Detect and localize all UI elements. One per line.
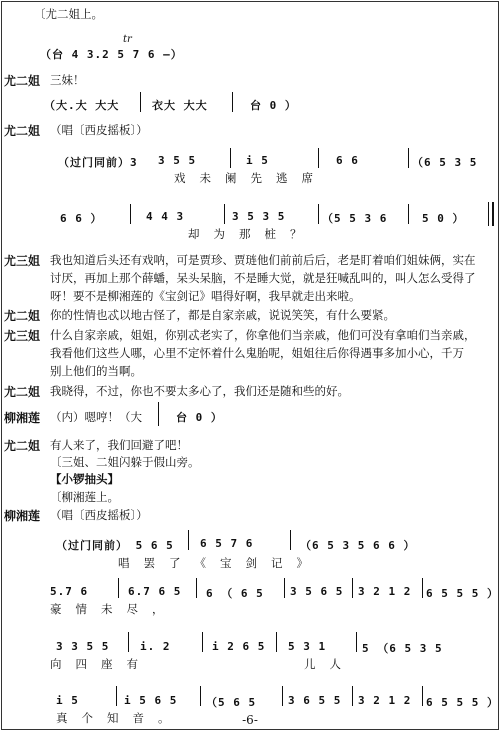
notation-line: （台 4 3.2 5 7 6 —）: [40, 48, 183, 61]
speaker-label: 尤二姐: [4, 124, 41, 138]
barline: [158, 402, 159, 426]
speaker-label: 尤二姐: [4, 309, 41, 323]
barline: [202, 632, 203, 652]
notation-line: 3 5 5: [158, 154, 197, 167]
notation-line: （6 5 3 5 6 6 ）: [300, 539, 416, 552]
notation-line: 6.7 6 5: [128, 585, 182, 598]
stage-direction: 〔三姐、二姐闪躲于假山旁。: [50, 455, 200, 469]
barline: [118, 578, 119, 598]
barline: [352, 578, 353, 598]
lyric-line: 戏未阑先逃席: [174, 171, 327, 185]
barline: [318, 148, 319, 168]
speaker-label: 尤二姐: [4, 385, 41, 399]
notation-line: 3 5 3 5: [232, 210, 286, 223]
page-number: -6-: [242, 713, 258, 727]
notation-line: 6 5 7 6: [200, 537, 254, 550]
notation-line: 5 0 ）: [422, 212, 465, 225]
notation-line: 5.7 6: [50, 585, 89, 598]
dialogue-line: 我看他们这些人哪，心里不定怀着什么鬼胎呢，姐姐往后你得遇事多加小心，千万: [50, 346, 464, 360]
barline: [356, 632, 357, 652]
trill-mark: tr: [123, 34, 132, 45]
barline: [232, 92, 233, 112]
barline: [408, 148, 409, 168]
percussion-line: 台 0 ）: [250, 99, 297, 112]
dialogue-line: 别上他们的当啊。: [50, 364, 142, 378]
notation-line: 6 5 5 5 ）: [426, 696, 499, 709]
notation-line: 3 2 1 2: [358, 585, 412, 598]
dialogue-line: 什么自家亲戚，姐姐，你别忒老实了，你拿他们当亲戚，他们可没有拿咱们当亲戚，: [50, 328, 476, 342]
barline: [282, 686, 283, 706]
notation-line: 6 （ 6 5: [206, 587, 264, 600]
barline: [284, 578, 285, 598]
stage-direction: （唱〔西皮摇板〕）: [50, 123, 148, 137]
percussion-line: （大.大 大大: [44, 99, 120, 112]
dialogue-line: 讨厌，再加上那个薛蟠，呆头呆脑，不是睡大觉，就是狂喊乱叫的，叫人怎么受得了: [50, 271, 476, 285]
barline: [318, 204, 319, 224]
lyric-line: 唱罢了《宝剑记》: [118, 556, 322, 570]
dialogue-line: 有人来了，我们回避了吧！: [50, 438, 188, 452]
barline: [422, 686, 423, 706]
speaker-label: 柳湘莲: [4, 411, 41, 425]
dialogue-line: 我晓得，不过，你也不要太多心了，我们还是随和些的好。: [50, 384, 349, 398]
barline: [352, 686, 353, 706]
notation-line: 5 （6 5 3 5: [362, 642, 443, 655]
barline: [130, 204, 131, 224]
lyric-line: 儿人: [304, 657, 355, 671]
barline: [140, 92, 141, 112]
lyric-line: 真个知音。: [56, 711, 184, 725]
notation-line: 3 6 5 5: [288, 694, 342, 707]
barline: [422, 578, 423, 598]
stage-direction: 〔尤二姐上。: [34, 7, 103, 21]
speaker-label: 尤三姐: [4, 254, 41, 268]
stage-direction: （唱〔西皮摇板〕）: [50, 508, 148, 522]
notation-line: 4 4 3: [146, 210, 185, 223]
barline: [128, 632, 129, 652]
notation-line: （过门同前） 5 6 5: [56, 539, 174, 552]
lyric-line: 向四座有: [50, 657, 152, 671]
dialogue-line: 呀！要不是柳湘莲的《宝剑记》唱得好啊，我早就走出来啦。: [50, 289, 361, 303]
notation-line: i 5: [56, 694, 79, 707]
notation-line: （5 6 5: [206, 696, 257, 709]
barline: [196, 578, 197, 598]
section-heading: 【小锣抽头】: [50, 472, 119, 486]
lyric-line: 豪情未尽，: [50, 602, 178, 616]
notation-line: （5 5 3 6: [322, 212, 388, 225]
notation-line: 3 3 5 5: [56, 640, 110, 653]
barline: [290, 530, 291, 550]
dialogue-line: 三妹！: [50, 73, 85, 87]
barline: [230, 148, 231, 168]
barline: [200, 686, 201, 706]
barline: [224, 204, 225, 224]
lyric-line: 却为那桩？: [188, 227, 316, 241]
notation-line: i 2 6 5: [212, 640, 266, 653]
dialogue-line: （内）嗯哼！（大: [50, 410, 142, 424]
notation-line: 3 5 6 5: [290, 585, 344, 598]
notation-line: 6 6: [336, 154, 359, 167]
notation-line: i 5: [246, 154, 269, 167]
barline: [276, 632, 277, 652]
barline: [408, 204, 409, 224]
notation-line: （过门同前）3: [58, 156, 138, 169]
notation-line: 3 2 1 2: [358, 694, 412, 707]
stage-direction: 〔柳湘莲上。: [50, 490, 119, 504]
percussion-line: 衣大 大大: [152, 99, 208, 112]
speaker-label: 尤二姐: [4, 439, 41, 453]
barline: [116, 686, 117, 706]
speaker-label: 尤三姐: [4, 329, 41, 343]
notation-line: i. 2: [140, 640, 171, 653]
notation-line: 6 5 5 5 ）: [426, 587, 499, 600]
notation-line: i 5 6 5: [124, 694, 178, 707]
notation-line: 5 3 1: [288, 640, 327, 653]
percussion-line: 台 0 ）: [176, 411, 223, 424]
notation-line: 6 6 ）: [60, 212, 103, 225]
speaker-label: 柳湘莲: [4, 509, 41, 523]
speaker-label: 尤二姐: [4, 74, 41, 88]
end-barline: [488, 202, 494, 226]
dialogue-line: 你的性情也忒以地古怪了，都是自家亲戚，说说笑笑，有什么要紧。: [50, 308, 395, 322]
barline: [188, 530, 189, 550]
notation-line: （6 5 3 5: [412, 156, 478, 169]
dialogue-line: 我也知道后头还有戏呐，可是贾珍、贾琏他们前前后后，老是盯着咱们姐妹俩，实在: [50, 253, 476, 267]
